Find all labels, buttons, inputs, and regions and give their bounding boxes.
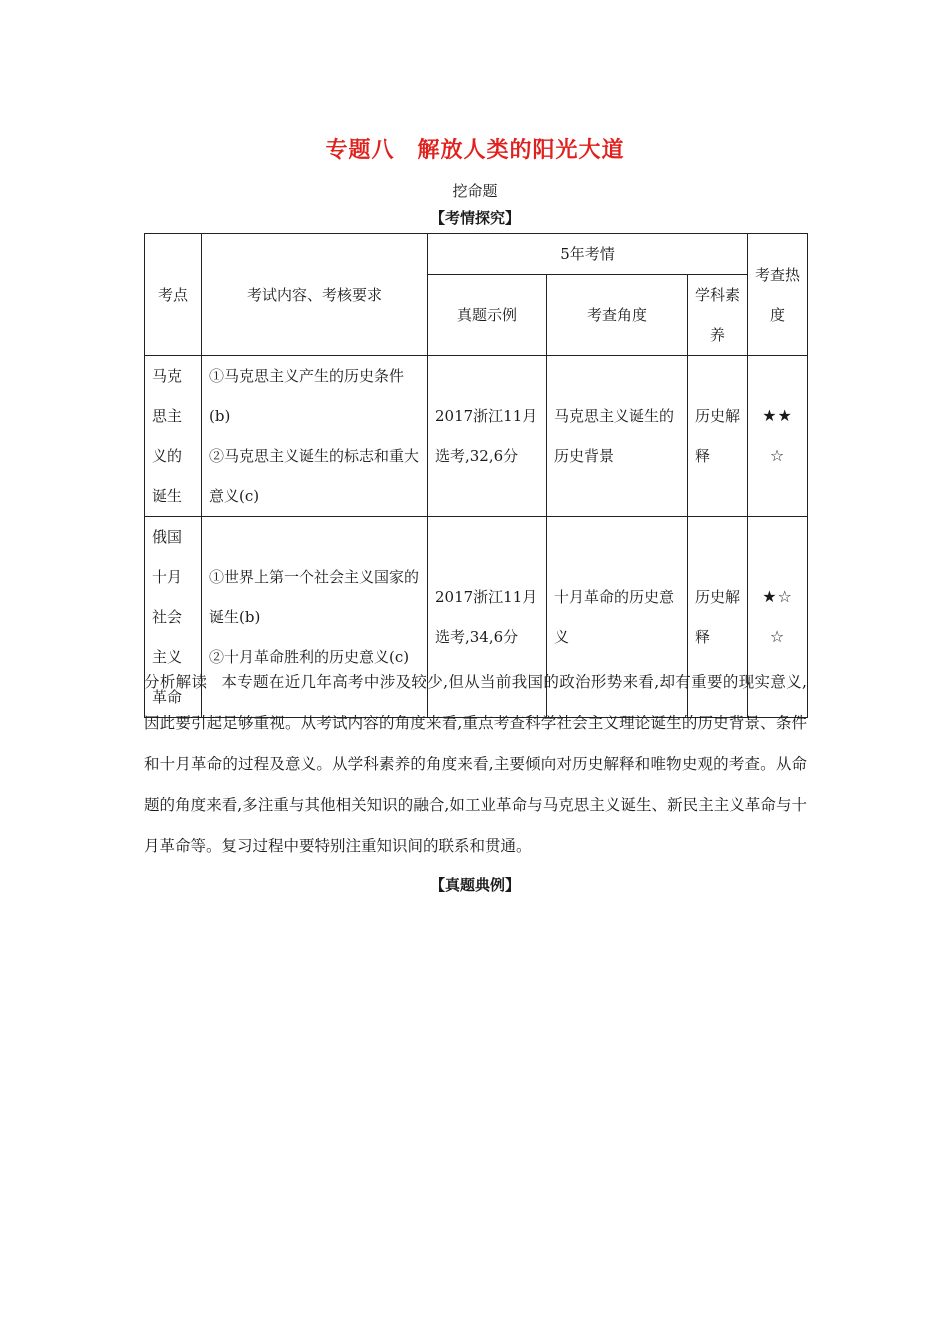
content-item: ①马克思主义产生的历史条件(b)	[209, 367, 405, 425]
cell-example: 2017浙江11月选考,34,6分	[428, 517, 547, 718]
cell-point: 马克思主义的诞生	[145, 356, 202, 517]
header-point: 考点	[145, 234, 202, 356]
content-item: ①世界上第一个社会主义国家的诞生(b)	[209, 568, 420, 626]
cell-point: 俄国十月社会主义革命	[145, 517, 202, 718]
page-title: 专题八 解放人类的阳光大道	[325, 138, 625, 163]
header-five-year: 5年考情	[428, 234, 748, 275]
section-label-exam: 【考情探究】	[429, 209, 520, 227]
page-subtitle: 挖命题	[452, 182, 498, 200]
cell-literacy: 历史解释	[688, 517, 748, 718]
cell-angle: 马克思主义诞生的历史背景	[547, 356, 688, 517]
cell-literacy: 历史解释	[688, 356, 748, 517]
header-example: 真题示例	[428, 275, 547, 356]
analysis-label: 分析解读	[144, 673, 208, 691]
analysis-text: 本专题在近几年高考中涉及较少,但从当前我国的政治形势来看,却有重要的现实意义,因此要引起足够重视。从考试内容的角度来看,重点考查科学社会主义理论诞生的历史背景、条件和十月革命的过程及意义。从学科素养的角度来看,主要倾向对历史解释和唯物史观的考查。从命题的角度来看,多注重与其他相关知识的融合,如工业革命与马克思主义诞生、新民主主义革命与十月革命等。复习过程中要特别注重知识间的联系和贯通。	[144, 673, 807, 855]
cell-heat-stars: ★☆☆	[748, 517, 808, 718]
cell-angle: 十月革命的历史意义	[547, 517, 688, 718]
table-header-row	[145, 234, 808, 275]
header-angle: 考查角度	[547, 275, 688, 356]
header-literacy: 学科素养	[688, 275, 748, 356]
section-label-examples: 【真题典例】	[429, 876, 520, 894]
cell-example: 2017浙江11月选考,32,6分	[428, 356, 547, 517]
exam-table	[144, 233, 808, 718]
table-row	[145, 356, 808, 517]
cell-heat-stars: ★★☆	[748, 356, 808, 517]
analysis-paragraph	[144, 662, 807, 867]
header-heat: 考查热度	[748, 234, 808, 356]
content-item: ②十月革命胜利的历史意义(c)	[209, 648, 410, 666]
cell-content	[202, 356, 428, 517]
header-content: 考试内容、考核要求	[202, 234, 428, 356]
content-item: ②马克思主义诞生的标志和重大意义(c)	[209, 447, 420, 505]
